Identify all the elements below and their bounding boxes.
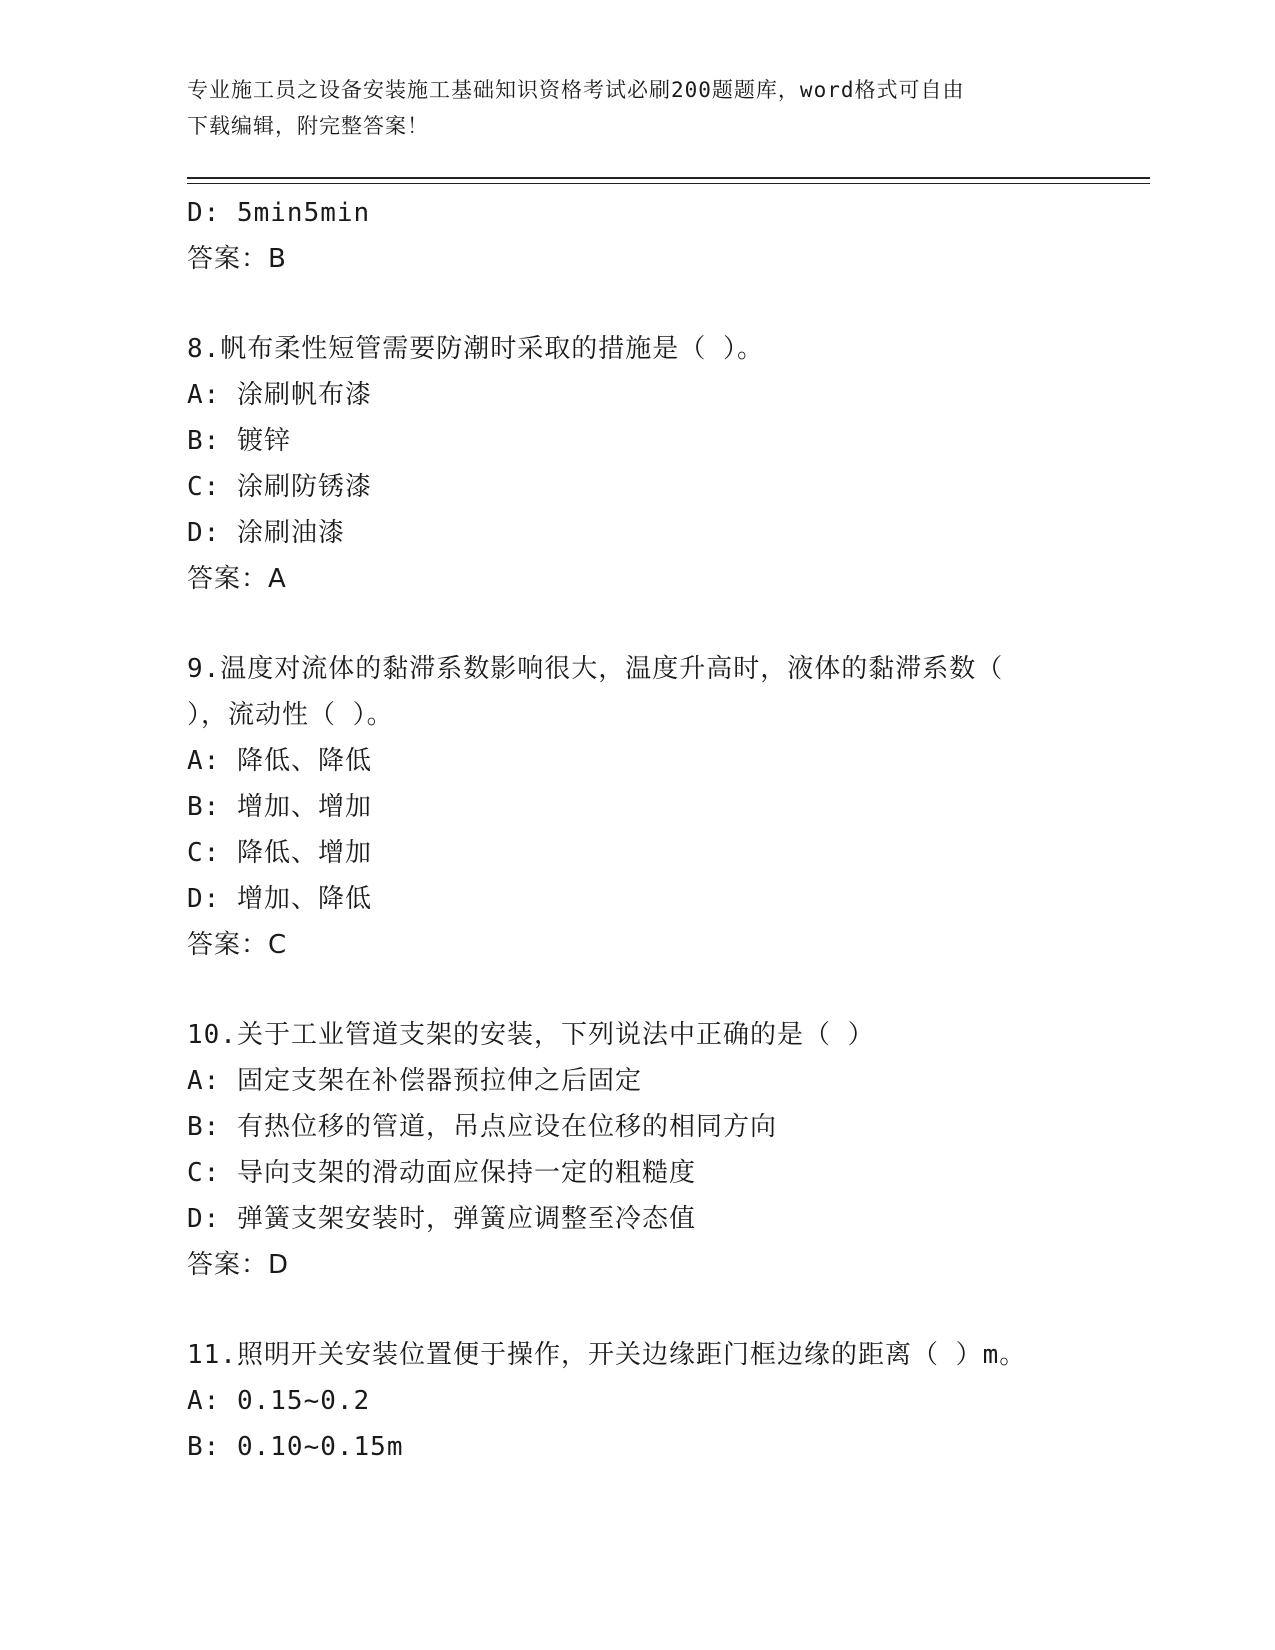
header-rule-thick xyxy=(187,177,1150,179)
question-9 xyxy=(187,646,1087,968)
option-a: A: 固定支架在补偿器预拉伸之后固定 xyxy=(187,1066,642,1096)
option-a: A: 涂刷帆布漆 xyxy=(187,380,372,410)
header-line-1: 专业施工员之设备安装施工基础知识资格考试必刷200题题库，word格式可自由 xyxy=(187,78,965,102)
option-d: D: 涂刷油漆 xyxy=(187,518,345,548)
option-b: B: 增加、增加 xyxy=(187,792,372,822)
answer-line: 答案：C xyxy=(187,930,288,960)
option-d: D: 5min5min xyxy=(187,198,371,228)
header-rule-thin xyxy=(187,183,1150,184)
answer-line: 答案：B xyxy=(187,244,287,274)
option-b: B: 镀锌 xyxy=(187,426,291,456)
document-header xyxy=(187,72,1087,144)
option-c: C: 涂刷防锈漆 xyxy=(187,472,372,502)
question-10 xyxy=(187,1012,1087,1288)
question-11 xyxy=(187,1332,1087,1470)
question-stem: 11.照明开关安装位置便于操作，开关边缘距门框边缘的距离（ ）m。 xyxy=(187,1340,1027,1370)
answer-line: 答案：A xyxy=(187,564,287,594)
question-8 xyxy=(187,326,1087,602)
answer-line: 答案：D xyxy=(187,1250,290,1280)
question-stem-line-1: 9.温度对流体的黏滞系数影响很大，温度升高时，液体的黏滞系数（ xyxy=(187,654,1004,684)
question-list xyxy=(187,190,1087,1470)
option-c: C: 降低、增加 xyxy=(187,838,372,868)
option-a: A: 0.15~0.2 xyxy=(187,1386,371,1416)
option-b: B: 0.10~0.15m xyxy=(187,1432,404,1462)
question-stem: 8.帆布柔性短管需要防潮时采取的措施是（ ）。 xyxy=(187,334,764,364)
question-7-tail xyxy=(187,190,1087,282)
option-b: B: 有热位移的管道，吊点应设在位移的相同方向 xyxy=(187,1112,777,1142)
option-c: C: 导向支架的滑动面应保持一定的粗糙度 xyxy=(187,1158,696,1188)
header-line-2: 下载编辑，附完整答案！ xyxy=(187,114,429,138)
question-stem: 10.关于工业管道支架的安装，下列说法中正确的是（ ） xyxy=(187,1020,875,1050)
option-d: D: 弹簧支架安装时，弹簧应调整至冷态值 xyxy=(187,1204,696,1234)
question-stem-line-2: ），流动性（ ）。 xyxy=(187,700,394,730)
option-d: D: 增加、降低 xyxy=(187,884,372,914)
option-a: A: 降低、降低 xyxy=(187,746,372,776)
